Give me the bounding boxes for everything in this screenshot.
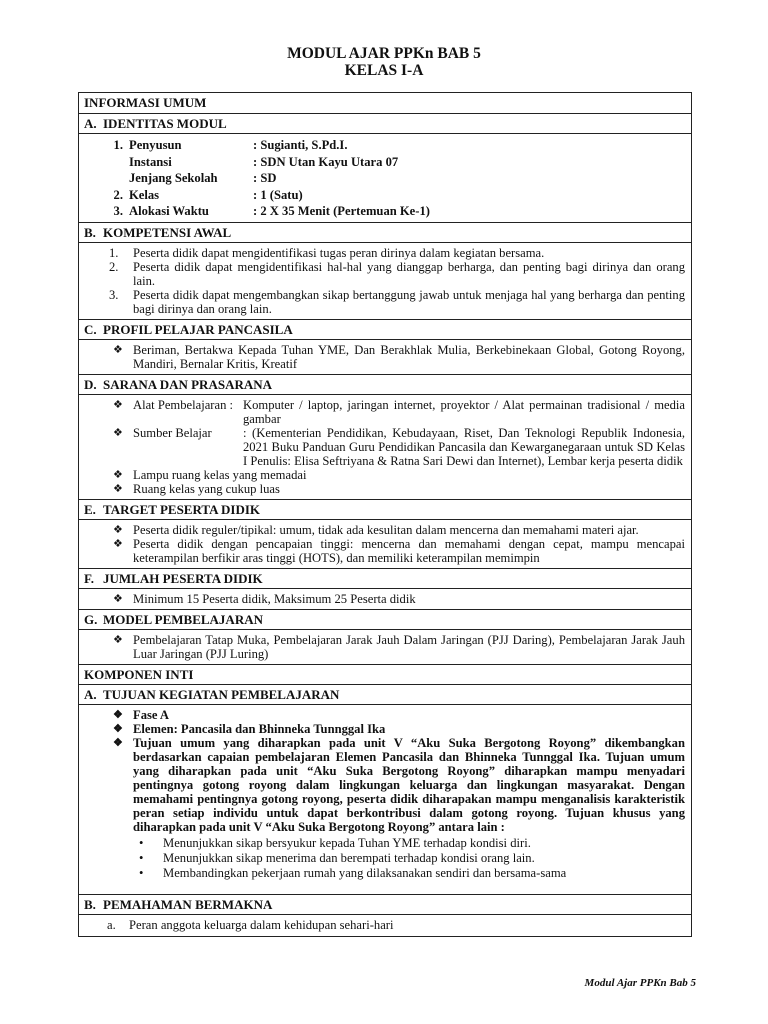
section-profil-header: C. PROFIL PELAJAR PANCASILA [79, 319, 691, 339]
list-item: ❖ Lampu ruang kelas yang memadai [113, 467, 307, 482]
list-item: ❖ Ruang kelas yang cukup luas [113, 481, 280, 496]
page-footer: Modul Ajar PPKn Bab 5 [584, 977, 696, 989]
list-item: ❖ Sumber Belajar : (Kementerian Pendidikan, Kebudayaan, Riset, Dan Teknologi Republik Indonesia, 2021 Buku Panduan Guru Pendidikan Pancasila dan Kewarganegaraan untuk SD Kelas I Penulis: Elisa Seftriyana & Ratna Sari Dewi dan Internet), Lembar kerja peserta didik [113, 425, 685, 468]
section-pemahaman-header: B. PEMAHAMAN BERMAKNA [79, 894, 691, 914]
profil-body [79, 339, 691, 374]
bullet-icon: • [139, 835, 144, 850]
diamond-bullet-icon: ❖ [113, 708, 123, 721]
identitas-row-instansi: Instansi : SDN Utan Kayu Utara 07 [129, 154, 399, 169]
list-item: 1. Peserta didik dapat mengidentifikasi tugas peran dirinya dalam kegiatan bersama. [109, 245, 545, 260]
section-target-header: E. TARGET PESERTA DIDIK [79, 499, 691, 519]
list-item: • Membandingkan pekerjaan rumah yang dilaksanakan sendiri dan bersama-sama [139, 865, 567, 880]
list-item: 3. Peserta didik dapat mengembangkan sikap bertanggung jawab untuk menjaga hal yang berharga dan penting bagi dirinya dan orang lain. [109, 287, 685, 316]
section-informasi-umum: INFORMASI UMUM [84, 95, 207, 110]
list-item: ❖ Elemen: Pancasila dan Bhinneka Tunnggal Ika [113, 721, 386, 736]
list-item: 2. Peserta didik dapat mengidentifikasi hal-hal yang dianggap berharga, dan penting bagi dirinya dan orang lain. [109, 259, 685, 288]
diamond-bullet-icon: ❖ [113, 592, 123, 605]
section-jumlah-header: F. JUMLAH PESERTA DIDIK [79, 568, 691, 588]
diamond-bullet-icon: ❖ [113, 482, 123, 495]
section-model-header: G. MODEL PEMBELAJARAN [79, 609, 691, 629]
list-item: ❖ Peserta didik reguler/tipikal: umum, tidak ada kesulitan dalam mencerna dan memahami materi ajar. [113, 522, 639, 537]
section-kompetensi-header: B. KOMPETENSI AWAL [79, 222, 691, 242]
jumlah-body [79, 588, 691, 609]
list-item: • Menunjukkan sikap bersyukur kepada Tuhan YME terhadap kondisi diri. [139, 835, 531, 850]
diamond-bullet-icon: ❖ [113, 343, 123, 356]
pemahaman-body [79, 914, 691, 936]
list-item: ❖ Minimum 15 Peserta didik, Maksimum 25 Peserta didik [113, 591, 416, 606]
document-title: MODUL AJAR PPKn BAB 5 [287, 45, 481, 62]
model-body [79, 629, 691, 664]
list-item: ❖ Pembelajaran Tatap Muka, Pembelajaran Jarak Jauh Dalam Jaringan (PJJ Daring), Pembelajaran Jarak Jauh Luar Jaringan (PJJ Luring) [113, 632, 685, 661]
diamond-bullet-icon: ❖ [113, 468, 123, 481]
list-item: ❖ Tujuan umum yang diharapkan pada unit V “Aku Suka Bergotong Royong” dikembangkan berdasarkan capaian pembelajaran Elemen Pancasila dan Bhinneka Tunnggal Ika. Tujuan umum yang diharapkan pada unit “Aku Suka Bergotong Royong” diharapkan mampu menyadari pentingnya gotong royong dalam lingkungan keluarga dan lingkungan masyarakat. Dengan memahami pentingnya gotong royong, peserta didik diharapakan mampu menganalisis karakteristik peran setiap individu untuk dapat berkontribusi dalam gotong royong. Tujuan khusus yang diharapkan pada unit V “Aku Suka Bergotong Royong” antara lain : [113, 735, 685, 834]
section-sarana-header: D. SARANA DAN PRASARANA [79, 374, 691, 394]
section-tujuan-header: A. TUJUAN KEGIATAN PEMBELAJARAN [79, 684, 691, 704]
module-table [78, 92, 692, 937]
identitas-body [79, 133, 691, 222]
identitas-row-kelas: 2. Kelas : 1 (Satu) [113, 187, 303, 202]
diamond-bullet-icon: ❖ [113, 426, 123, 439]
diamond-bullet-icon: ❖ [113, 722, 123, 735]
kompetensi-body [79, 242, 691, 319]
bullet-icon: • [139, 850, 144, 865]
identitas-row-penyusun: 1. Penyusun : Sugianti, S.Pd.I. [113, 138, 348, 152]
section-komponen-inti: KOMPONEN INTI [79, 664, 691, 684]
diamond-bullet-icon: ❖ [113, 633, 123, 646]
diamond-bullet-icon: ❖ [113, 736, 123, 749]
identitas-row-alokasi: 3. Alokasi Waktu : 2 X 35 Menit (Pertemuan Ke-1) [113, 204, 430, 218]
sarana-body [79, 394, 691, 499]
diamond-bullet-icon: ❖ [113, 523, 123, 536]
bullet-icon: • [139, 865, 144, 880]
tujuan-body [79, 704, 691, 894]
list-item: ❖ Alat Pembelajaran : Komputer / laptop, jaringan internet, proyektor / Alat permainan tradisional / media gambar [113, 397, 685, 426]
list-item: ❖ Beriman, Bertakwa Kepada Tuhan YME, Dan Berakhlak Mulia, Berkebinekaan Global, Gotong Royong, Mandiri, Bernalar Kritis, Kreatif [113, 342, 685, 371]
list-item: ❖ Peserta didik dengan pencapaian tinggi: mencerna dan memahami dengan cepat, mampu mencapai keterampilan berfikir aras tinggi (HOTS), dan memiliki keterampilan memimpin [113, 536, 685, 565]
list-item: a. Peran anggota keluarga dalam kehidupan sehari-hari [107, 917, 394, 932]
target-body [79, 519, 691, 568]
section-identitas-header: A. IDENTITAS MODUL [79, 113, 691, 133]
diamond-bullet-icon: ❖ [113, 398, 123, 411]
identitas-row-jenjang: Jenjang Sekolah : SD [129, 171, 277, 185]
list-item: ❖ Fase A [113, 707, 170, 722]
document-subtitle: KELAS I-A [344, 62, 424, 79]
list-item: • Menunjukkan sikap menerima dan berempati terhadap kondisi orang lain. [139, 850, 535, 865]
diamond-bullet-icon: ❖ [113, 537, 123, 550]
